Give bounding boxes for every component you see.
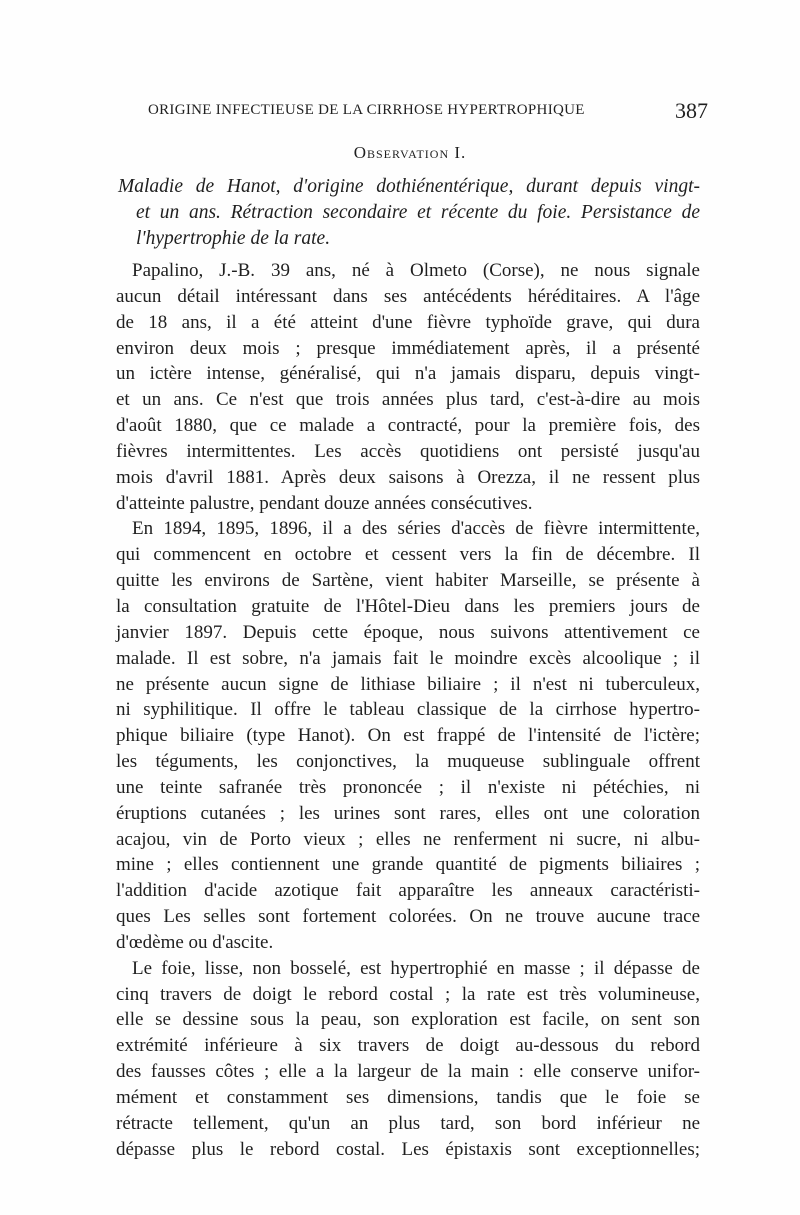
text-line: un ictère intense, généralisé, qui n'a jamais disparu, depuis vingt-	[116, 363, 700, 385]
text-line: rétracte tellement, qu'un an plus tard, son bord inférieur ne	[116, 1112, 700, 1134]
text-line: malade. Il est sobre, n'a jamais fait le moindre excès alcoolique ; il	[116, 647, 700, 669]
text-line: cinq travers de doigt le rebord costal ; la rate est très volumineuse,	[116, 983, 700, 1005]
text-line: ques Les selles sont fortement colorées. On ne trouve aucune trace	[116, 906, 700, 928]
text-line: En 1894, 1895, 1896, il a des séries d'accès de fièvre intermittente,	[132, 518, 700, 540]
text-line: dépasse plus le rebord costal. Les épistaxis sont exceptionnelles;	[116, 1138, 700, 1160]
text-line: qui commencent en octobre et cessent vers la fin de décembre. Il	[116, 544, 700, 566]
text-line: d'atteinte palustre, pendant douze années consécutives.	[116, 492, 533, 514]
text-line: l'addition d'acide azotique fait apparaître les anneaux caractéristi-	[116, 880, 700, 902]
text-line: environ deux mois ; presque immédiatement après, il a présenté	[116, 337, 700, 359]
text-line: ni syphilitique. Il offre le tableau classique de la cirrhose hypertro-	[116, 699, 700, 721]
text-line: fièvres intermittentes. Les accès quotidiens ont persisté jusqu'au	[116, 440, 700, 462]
running-head	[148, 98, 708, 126]
text-line: des fausses côtes ; elle a la largeur de la main : elle conserve unifor-	[116, 1061, 700, 1083]
summary-line: l'hypertrophie de la rate.	[136, 228, 331, 249]
text-line: phique biliaire (type Hanot). On est frappé de l'intensité de l'ictère;	[116, 725, 700, 747]
text-line: janvier 1897. Depuis cette époque, nous suivons attentivement ce	[116, 621, 700, 643]
observation-body	[116, 258, 700, 1163]
text-line: d'œdème ou d'ascite.	[116, 931, 274, 953]
summary-line: Maladie de Hanot, d'origine dothiénentérique, durant depuis vingt-	[118, 176, 700, 197]
text-line: mément et constamment ses dimensions, tandis que le foie se	[116, 1087, 700, 1108]
text-line: une teinte safranée très prononcée ; il n'existe ni pétéchies, ni	[116, 776, 700, 798]
summary-line: et un ans. Rétraction secondaire et récente du foie. Persistance de	[136, 202, 700, 223]
paragraph	[116, 258, 700, 516]
text-line: quitte les environs de Sartène, vient habiter Marseille, se présente à	[116, 570, 700, 592]
text-line: éruptions cutanées ; les urines sont rares, elles ont une coloration	[116, 802, 700, 824]
paragraph	[116, 516, 700, 955]
observation-summary	[118, 174, 700, 252]
text-line: mine ; elles contiennent une grande quantité de pigments biliaires ;	[116, 854, 700, 876]
text-line: et un ans. Ce n'est que trois années plus tard, c'est-à-dire au mois	[116, 389, 700, 411]
text-line: ne présente aucun signe de lithiase biliaire ; il n'est ni tuberculeux,	[116, 673, 700, 695]
text-line: la consultation gratuite de l'Hôtel-Dieu dans les premiers jours de	[116, 595, 700, 617]
running-title: ORIGINE INFECTIEUSE DE LA CIRRHOSE HYPERTROPHIQUE	[148, 102, 585, 118]
text-line: d'août 1880, que ce malade a contracté, pour la première fois, des	[116, 415, 700, 437]
text-line: les téguments, les conjonctives, la muqueuse sublinguale offrent	[116, 751, 700, 773]
text-line: mois d'avril 1881. Après deux saisons à Orezza, il ne ressent plus	[116, 466, 700, 488]
text-line: elle se dessine sous la peau, son exploration est facile, on sent son	[116, 1009, 700, 1031]
text-line: extrémité inférieure à six travers de doigt au-dessous du rebord	[116, 1035, 700, 1057]
page-number: 387	[675, 98, 708, 123]
text-line: Le foie, lisse, non bosselé, est hypertrophié en masse ; il dépasse de	[132, 957, 700, 979]
observation-title: Observation I.	[353, 143, 467, 162]
text-line: aucun détail intéressant dans ses antécédents héréditaires. A l'âge	[116, 285, 700, 307]
text-line: acajou, vin de Porto vieux ; elles ne renferment ni sucre, ni albu-	[116, 828, 700, 850]
paragraph	[116, 956, 700, 1163]
text-line: Papalino, J.-B. 39 ans, né à Olmeto (Corse), ne nous signale	[132, 260, 700, 281]
text-line: de 18 ans, il a été atteint d'une fièvre typhoïde grave, qui dura	[116, 311, 700, 333]
